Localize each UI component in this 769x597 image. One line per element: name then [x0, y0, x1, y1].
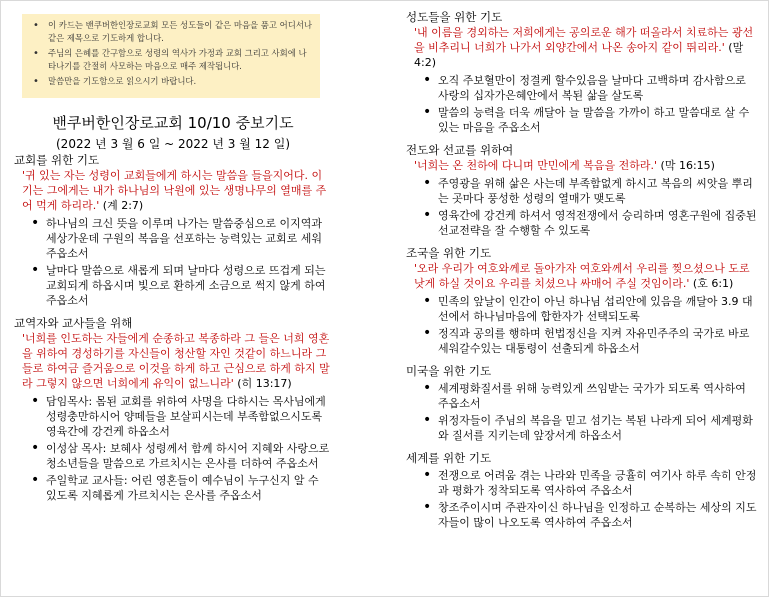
section-heading-mission: 전도와 선교를 위하여 — [406, 143, 514, 157]
prayer-item: • 민족의 앞날이 인간이 아닌 하나님 섭리안에 있음을 깨달아 3.9 대선에서 하나님마음에 합한자가 선택되도록 — [406, 294, 758, 324]
prayer-item: • 오직 주보혈만이 정결케 할수있음을 날마다 고백하며 감사함으로 사랑의 십자가은혜안에서 복된 삶을 살도록 — [406, 73, 758, 103]
verse-church — [14, 168, 332, 213]
verse-reference: (히 13:17) — [237, 377, 292, 390]
left-column — [14, 0, 332, 503]
prayer-item: • 창조주이시며 주관자이신 하나님을 인정하고 순복하는 세상의 지도자들이 많이 나오도록 역사하여 주옵소서 — [406, 500, 758, 530]
right-column — [406, 10, 758, 530]
section-heading-leaders: 교역자와 교사들을 위해 — [14, 316, 133, 330]
prayer-item: • 주영광을 위해 삶은 사는데 부족함없게 하시고 복음의 씨앗을 뿌리는 곳마다 풍성한 성령의 열매가 맺도록 — [406, 176, 758, 206]
verse-text: '너희를 인도하는 자들에게 순종하고 복종하라 그 들은 너희 영혼을 위하여 경성하기를 자신들이 청산할 자인 것같이 하느니라 그들로 하여금 즐거움으로 이것을 하게 하고 근심으로 하게 하지 말라 그렇지 않으면 너희에게 유익이 없느니라' — [22, 332, 330, 390]
prayer-list-homeland — [406, 294, 758, 356]
page-title: 밴쿠버한인장로교회 10/10 중보기도 — [52, 114, 294, 132]
section-heading-church: 교회를 위한 기도 — [14, 153, 100, 167]
prayer-list-leaders — [14, 394, 332, 503]
section-heading-world: 세계를 위한 기도 — [406, 451, 492, 465]
verse-reference: (막 16:15) — [660, 159, 715, 172]
prayer-item: • 세계평화질서를 위해 능력있게 쓰임받는 국가가 되도록 역사하여 주옵소서 — [406, 381, 758, 411]
verse-text: '내 이름을 경외하는 저희에게는 공의로운 해가 떠올라서 치료하는 광선을 비추리니 너희가 나가서 외양간에서 나온 송아지 같이 뛰리라.' — [414, 26, 754, 54]
intro-note-item: • 이 카드는 밴쿠버한인장로교회 모든 성도들이 같은 마음을 품고 어디서나 같은 제목으로 기도하게 합니다. — [28, 19, 314, 45]
prayer-item: • 말씀의 능력을 더욱 깨달아 늘 말씀을 가까이 하고 말씀대로 살 수 있는 마음을 주옵소서 — [406, 105, 758, 135]
section-heading-saints: 성도들을 위한 기도 — [406, 10, 503, 24]
prayer-item: • 주일학교 교사들: 어린 영혼들이 예수님이 누구신지 알 수 있도록 지혜롭게 가르치시는 은사를 주옵소서 — [14, 473, 332, 503]
intro-note — [22, 14, 320, 98]
verse-reference: (말 4:2) — [414, 41, 744, 69]
prayer-item: • 정직과 공의를 행하며 헌법정신을 지켜 자유민주주의 국가로 바로세워갈수있는 대통령이 선출되게 하옵소서 — [406, 326, 758, 356]
prayer-list-church — [14, 216, 332, 308]
prayer-list-usa — [406, 381, 758, 443]
verse-reference: (호 6:1) — [692, 277, 734, 290]
prayer-item: • 전쟁으로 어려움 겪는 나라와 민족을 긍휼히 여기사 하루 속히 안정과 평화가 정착되도록 역사하여 주옵소서 — [406, 468, 758, 498]
prayer-item: • 하나님의 크신 뜻을 이루며 나가는 말씀중심으로 이지역과 세상가운데 구원의 복음을 선포하는 능력있는 교회로 세워주옵소서 — [14, 216, 332, 261]
prayer-list-world — [406, 468, 758, 530]
intro-note-item: • 주님의 은혜를 간구함으로 성령의 역사가 가정과 교회 그리고 사회에 나타나기를 간절히 사모하는 마음으로 매주 제작됩니다. — [28, 47, 314, 73]
intro-note-list — [28, 19, 314, 88]
prayer-item: • 영육간에 강건케 하셔서 영적전쟁에서 승리하며 영혼구원에 집중된 선교전략을 잘 수행할 수 있도록 — [406, 208, 758, 238]
verse-mission — [406, 158, 758, 173]
verse-text: '귀 있는 자는 성령이 교회들에게 하시는 말씀을 들을지어다. 이기는 그에게는 내가 하나님의 낙원에 있는 생명나무의 열매를 주어 먹게 하리라.' — [22, 169, 327, 212]
prayer-item: • 담임목사: 몸된 교회를 위하여 사명을 다하시는 목사님에게 성령충만하시어 양떼들을 보살피시는데 부족함없으시도록 영육간에 강건케 하옵소서 — [14, 394, 332, 439]
intro-note-item: • 말씀만을 기도함으로 읽으시기 바랍니다. — [28, 75, 314, 88]
verse-text: '오라 우리가 여호와께로 돌아가자 여호와께서 우리를 찢으셨으나 도로 낫게 하실 것이요 우리를 치셨으나 싸매어 주실 것임이라.' — [414, 262, 750, 290]
section-heading-usa: 미국을 위한 기도 — [406, 364, 492, 378]
verse-reference: (계 2:7) — [102, 199, 144, 212]
prayer-list-saints — [406, 73, 758, 135]
verse-text: '너희는 온 천하에 다니며 만민에게 복음을 전하라.' — [414, 159, 658, 172]
prayer-list-mission — [406, 176, 758, 238]
verse-homeland — [406, 261, 758, 291]
verse-saints — [406, 25, 758, 70]
date-range: (2022 년 3 월 6 일 ~ 2022 년 3 월 12 일) — [56, 137, 290, 151]
prayer-item: • 이성삼 목사: 보혜사 성령께서 함께 하시어 지혜와 사랑으로 청소년들을 말씀으로 가르치시는 은사를 더하여 주옵소서 — [14, 441, 332, 471]
section-heading-homeland: 조국을 위한 기도 — [406, 246, 492, 260]
prayer-item: • 위정자들이 주님의 복음을 믿고 섬기는 복된 나라게 되어 세계평화와 질서를 지키는데 앞장서게 하옵소서 — [406, 413, 758, 443]
verse-leaders — [14, 331, 332, 391]
prayer-item: • 날마다 말씀으로 새롭게 되며 날마다 성령으로 뜨겁게 되는 교회되게 하옵시며 빛으로 환하게 소금으로 썩지 않게 하여 주옵소서 — [14, 263, 332, 308]
